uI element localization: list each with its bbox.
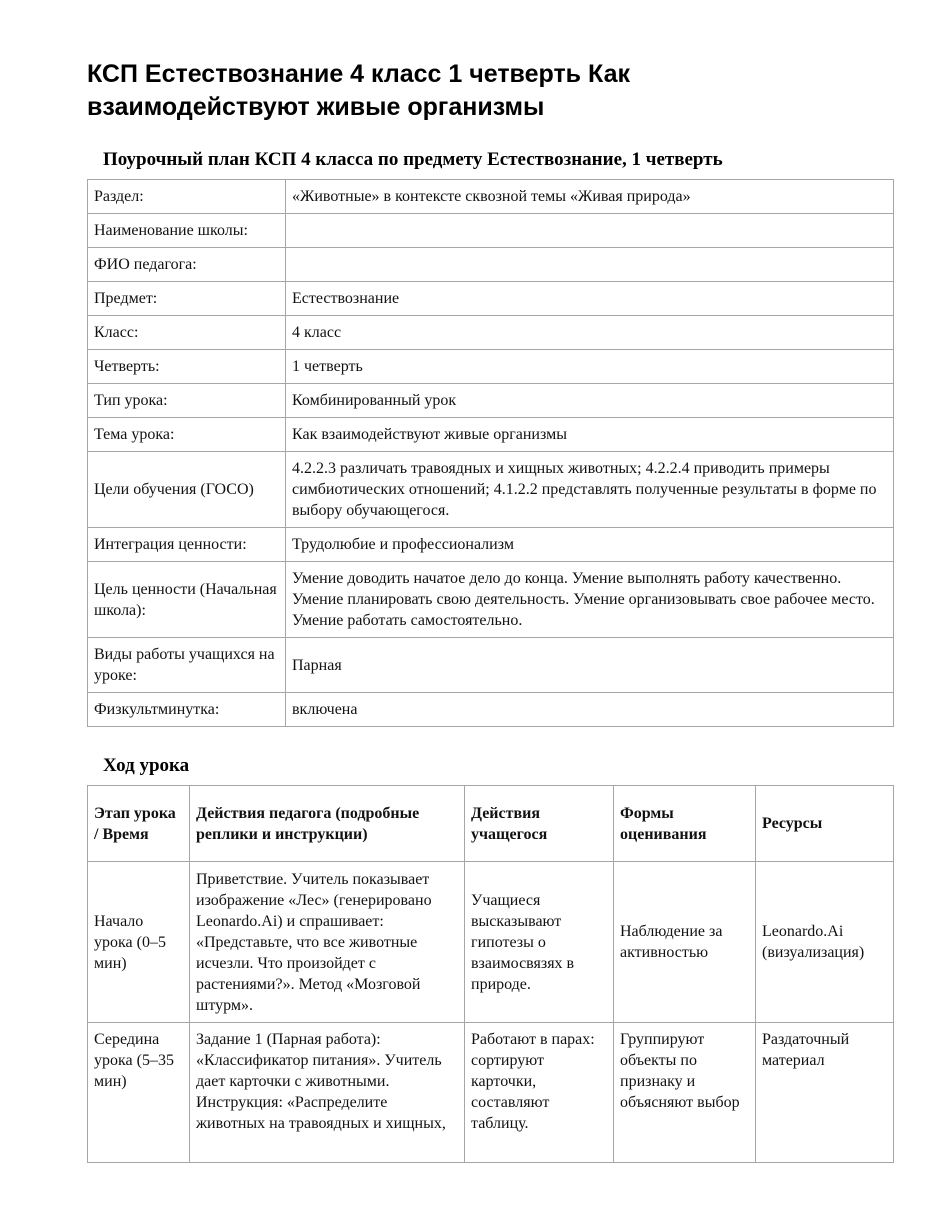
info-label: ФИО педагога:: [88, 248, 286, 282]
assessment-cell: Группируют объекты по признаку и объясняют выбор: [614, 1023, 756, 1163]
info-value: Как взаимодействуют живые организмы: [286, 418, 894, 452]
info-value: 4.2.2.3 различать травоядных и хищных животных; 4.2.2.4 приводить примеры симбиотических отношений; 4.1.2.2 представлять полученные результаты в форме по выбору обучающегося.: [286, 452, 894, 528]
page-title: КСП Естествознание 4 класс 1 четверть Как взаимодействуют живые организмы: [87, 60, 630, 121]
teacher-actions-cell: Задание 1 (Парная работа): «Классификатор питания». Учитель дает карточки с животными. Инструкция: «Распределите животных на травоядных и хищных,: [190, 1023, 465, 1163]
lesson-info-table: [87, 179, 894, 727]
info-label: Цели обучения (ГОСО): [88, 452, 286, 528]
info-value: включена: [286, 693, 894, 727]
info-section-heading: Поурочный план КСП 4 класса по предмету Естествознание, 1 четверть: [103, 149, 723, 170]
column-header-teacher-actions: Действия педагога (подробные реплики и инструкции): [190, 786, 465, 862]
info-row-objectives: [88, 452, 894, 528]
info-value: 4 класс: [286, 316, 894, 350]
resources-cell: Раздаточный материал: [756, 1023, 894, 1163]
info-value: Трудолюбие и профессионализм: [286, 528, 894, 562]
info-label: Цель ценности (Начальная школа):: [88, 562, 286, 638]
info-label: Класс:: [88, 316, 286, 350]
column-header-resources: Ресурсы: [756, 786, 894, 862]
info-row-lesson-type: [88, 384, 894, 418]
info-row-work-types: [88, 638, 894, 693]
lesson-flow-heading: Ход урока: [103, 755, 190, 776]
info-label: Четверть:: [88, 350, 286, 384]
info-label: Тип урока:: [88, 384, 286, 418]
info-value: Комбинированный урок: [286, 384, 894, 418]
teacher-actions-cell: Приветствие. Учитель показывает изображение «Лес» (генерировано Leonardo.Ai) и спрашивает: «Представьте, что все животные исчезли. Что произойдет с растениями?». Метод «Мозговой штурм».: [190, 862, 465, 1023]
info-value: Умение доводить начатое дело до конца. Умение выполнять работу качественно. Умение планировать свою деятельность. Умение организовывать свое рабочее место. Умение работать самостоятельно.: [286, 562, 894, 638]
info-value: 1 четверть: [286, 350, 894, 384]
stage-cell: Середина урока (5–35 мин): [88, 1023, 190, 1163]
info-row-quarter: [88, 350, 894, 384]
student-actions-cell: Учащиеся высказывают гипотезы о взаимосвязях в природе.: [465, 862, 614, 1023]
info-value: «Животные» в контексте сквозной темы «Живая природа»: [286, 180, 894, 214]
info-value: Естествознание: [286, 282, 894, 316]
lesson-flow-table: [87, 785, 894, 1163]
info-row-school: [88, 214, 894, 248]
info-row-value-goal: [88, 562, 894, 638]
resources-cell: Leonardo.Ai (визуализация): [756, 862, 894, 1023]
info-label: Предмет:: [88, 282, 286, 316]
info-value: [286, 248, 894, 282]
info-row-exercise-break: [88, 693, 894, 727]
student-actions-cell: Работают в парах: сортируют карточки, составляют таблицу.: [465, 1023, 614, 1163]
info-label: Виды работы учащихся на уроке:: [88, 638, 286, 693]
info-row-teacher: [88, 248, 894, 282]
info-row-section: [88, 180, 894, 214]
info-label: Интеграция ценности:: [88, 528, 286, 562]
column-header-assessment: Формы оценивания: [614, 786, 756, 862]
info-row-value-integration: [88, 528, 894, 562]
flow-row-start: [88, 862, 894, 1023]
flow-row-middle: [88, 1023, 894, 1163]
stage-cell: Начало урока (0–5 мин): [88, 862, 190, 1023]
info-label: Физкультминутка:: [88, 693, 286, 727]
info-row-topic: [88, 418, 894, 452]
info-label: Раздел:: [88, 180, 286, 214]
assessment-cell: Наблюдение за активностью: [614, 862, 756, 1023]
info-label: Наименование школы:: [88, 214, 286, 248]
flow-header-row: [88, 786, 894, 862]
info-value: [286, 214, 894, 248]
info-value: Парная: [286, 638, 894, 693]
info-row-subject: [88, 282, 894, 316]
column-header-student-actions: Действия учащегося: [465, 786, 614, 862]
info-row-grade: [88, 316, 894, 350]
column-header-stage: Этап урока / Время: [88, 786, 190, 862]
info-label: Тема урока:: [88, 418, 286, 452]
